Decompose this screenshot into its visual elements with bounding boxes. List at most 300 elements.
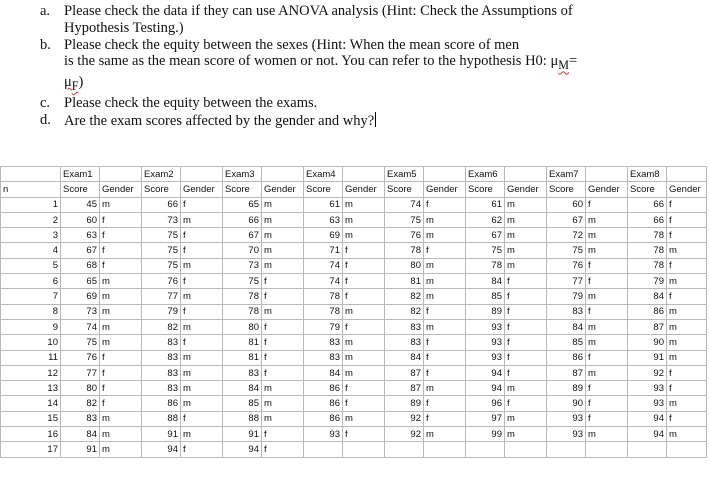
gender-cell[interactable]: m: [424, 289, 466, 304]
gender-cell[interactable]: m: [100, 442, 142, 457]
gender-cell[interactable]: m: [586, 289, 628, 304]
score-cell[interactable]: 60: [61, 212, 100, 227]
score-cell[interactable]: 75: [385, 212, 424, 227]
score-cell[interactable]: 75: [142, 228, 181, 243]
score-cell[interactable]: 74: [304, 274, 343, 289]
score-cell[interactable]: 66: [628, 197, 667, 212]
gender-cell[interactable]: f: [667, 289, 707, 304]
table-row: [1, 381, 707, 396]
gender-cell[interactable]: f: [100, 396, 142, 411]
subscript-f: F: [71, 78, 79, 93]
gender-cell[interactable]: f: [586, 411, 628, 426]
gender-cell[interactable]: m: [262, 304, 304, 319]
gender-cell[interactable]: m: [181, 212, 223, 227]
score-cell[interactable]: 84: [223, 381, 262, 396]
gender-cell[interactable]: m: [505, 427, 547, 442]
score-cell[interactable]: 91: [61, 442, 100, 457]
gender-cell[interactable]: f: [424, 304, 466, 319]
score-cell[interactable]: 78: [223, 289, 262, 304]
score-cell[interactable]: 78: [628, 258, 667, 273]
gender-cell[interactable]: f: [181, 197, 223, 212]
score-cell[interactable]: 76: [142, 274, 181, 289]
score-cell[interactable]: 94: [223, 442, 262, 457]
score-cell[interactable]: 94: [142, 442, 181, 457]
gender-cell[interactable]: [424, 442, 466, 457]
gender-cell[interactable]: f: [505, 304, 547, 319]
gender-cell[interactable]: f: [424, 243, 466, 258]
score-cell[interactable]: 93: [466, 319, 505, 334]
score-cell[interactable]: 84: [61, 427, 100, 442]
score-cell[interactable]: 80: [61, 381, 100, 396]
score-cell[interactable]: 74: [61, 319, 100, 334]
gender-cell[interactable]: m: [262, 258, 304, 273]
score-cell[interactable]: 78: [628, 243, 667, 258]
score-cell[interactable]: 60: [547, 197, 586, 212]
question-text: Please check the equity between the exams.: [64, 94, 318, 111]
gender-cell[interactable]: m: [667, 335, 707, 350]
score-cell[interactable]: 90: [628, 335, 667, 350]
score-cell[interactable]: 65: [61, 274, 100, 289]
gender-cell[interactable]: m: [667, 396, 707, 411]
row-number: 13: [1, 381, 61, 396]
score-cell[interactable]: 81: [223, 335, 262, 350]
gender-cell[interactable]: m: [343, 212, 385, 227]
question-text: Please check the data if they can use ANOVA analysis (Hint: Check the Assumptions of: [64, 3, 573, 19]
gender-cell[interactable]: m: [424, 228, 466, 243]
score-cell[interactable]: 83: [547, 304, 586, 319]
row-number: 3: [1, 228, 61, 243]
gender-cell[interactable]: m: [181, 350, 223, 365]
score-cell[interactable]: 62: [466, 212, 505, 227]
gender-cell[interactable]: f: [586, 274, 628, 289]
gender-cell[interactable]: f: [505, 365, 547, 380]
score-cell[interactable]: 93: [628, 381, 667, 396]
gender-cell[interactable]: f: [262, 335, 304, 350]
gender-cell[interactable]: m: [262, 396, 304, 411]
score-cell[interactable]: 86: [304, 411, 343, 426]
gender-cell[interactable]: f: [505, 335, 547, 350]
score-cell[interactable]: 93: [304, 427, 343, 442]
score-cell[interactable]: 92: [385, 411, 424, 426]
score-cell[interactable]: 73: [142, 212, 181, 227]
gender-cell[interactable]: f: [100, 258, 142, 273]
score-cell[interactable]: 94: [628, 411, 667, 426]
gender-cell[interactable]: f: [100, 212, 142, 227]
gender-cell[interactable]: m: [100, 335, 142, 350]
question-a[interactable]: [40, 3, 700, 37]
score-cell[interactable]: 93: [466, 350, 505, 365]
gender-cell[interactable]: f: [667, 381, 707, 396]
score-cell[interactable]: 65: [223, 197, 262, 212]
gender-cell[interactable]: m: [343, 350, 385, 365]
gender-cell[interactable]: m: [262, 228, 304, 243]
gender-cell[interactable]: m: [667, 274, 707, 289]
gender-cell[interactable]: m: [100, 319, 142, 334]
score-header: Score: [142, 182, 181, 197]
gender-cell[interactable]: f: [424, 197, 466, 212]
score-cell[interactable]: 77: [547, 274, 586, 289]
gender-cell[interactable]: f: [343, 396, 385, 411]
score-cell[interactable]: 83: [142, 381, 181, 396]
gender-cell[interactable]: [505, 442, 547, 457]
gender-cell[interactable]: f: [100, 228, 142, 243]
score-cell[interactable]: 81: [385, 274, 424, 289]
score-cell[interactable]: 88: [223, 411, 262, 426]
gender-cell[interactable]: m: [586, 365, 628, 380]
gender-cell[interactable]: f: [262, 289, 304, 304]
score-cell[interactable]: 82: [142, 319, 181, 334]
score-cell[interactable]: 79: [628, 274, 667, 289]
gender-cell[interactable]: m: [667, 243, 707, 258]
gender-cell[interactable]: m: [424, 381, 466, 396]
gender-cell[interactable]: f: [424, 350, 466, 365]
score-cell[interactable]: 76: [61, 350, 100, 365]
score-cell[interactable]: 89: [466, 304, 505, 319]
table-row: [1, 212, 707, 227]
gender-cell[interactable]: m: [181, 258, 223, 273]
score-cell[interactable]: 63: [61, 228, 100, 243]
gender-cell[interactable]: f: [667, 197, 707, 212]
gender-cell[interactable]: f: [343, 258, 385, 273]
gender-cell[interactable]: m: [586, 212, 628, 227]
score-cell[interactable]: 83: [142, 365, 181, 380]
gender-cell[interactable]: m: [586, 335, 628, 350]
gender-cell[interactable]: m: [100, 411, 142, 426]
score-cell[interactable]: 84: [547, 319, 586, 334]
gender-cell[interactable]: m: [505, 381, 547, 396]
score-cell[interactable]: 72: [547, 228, 586, 243]
score-cell[interactable]: 66: [223, 212, 262, 227]
gender-cell[interactable]: f: [100, 381, 142, 396]
gender-cell[interactable]: m: [586, 427, 628, 442]
score-cell[interactable]: 67: [61, 243, 100, 258]
gender-cell[interactable]: f: [667, 212, 707, 227]
table-row: [1, 427, 707, 442]
row-number: 5: [1, 258, 61, 273]
exam-title-2: Exam2: [142, 167, 181, 182]
gender-cell[interactable]: m: [181, 289, 223, 304]
score-cell[interactable]: 86: [304, 381, 343, 396]
score-header: Score: [628, 182, 667, 197]
score-cell[interactable]: 66: [142, 197, 181, 212]
gender-cell[interactable]: f: [262, 274, 304, 289]
score-cell[interactable]: 78: [304, 304, 343, 319]
score-cell[interactable]: 87: [385, 381, 424, 396]
score-cell[interactable]: 93: [628, 396, 667, 411]
score-cell[interactable]: 84: [628, 289, 667, 304]
score-cell[interactable]: 93: [547, 411, 586, 426]
score-cell[interactable]: 77: [142, 289, 181, 304]
gender-cell[interactable]: m: [262, 212, 304, 227]
row-number: 11: [1, 350, 61, 365]
score-cell[interactable]: 67: [547, 212, 586, 227]
score-cell[interactable]: [547, 442, 586, 457]
gender-cell[interactable]: m: [505, 212, 547, 227]
score-cell[interactable]: 80: [385, 258, 424, 273]
score-cell[interactable]: 96: [466, 396, 505, 411]
gender-cell[interactable]: m: [181, 427, 223, 442]
score-cell[interactable]: 66: [628, 212, 667, 227]
score-cell[interactable]: 67: [466, 228, 505, 243]
gender-cell[interactable]: f: [667, 228, 707, 243]
score-cell[interactable]: 83: [304, 350, 343, 365]
gender-cell[interactable]: [343, 442, 385, 457]
gender-cell[interactable]: f: [667, 365, 707, 380]
gender-cell[interactable]: m: [343, 197, 385, 212]
score-cell[interactable]: 68: [61, 258, 100, 273]
gender-cell[interactable]: m: [505, 258, 547, 273]
score-cell[interactable]: 75: [547, 243, 586, 258]
gender-cell[interactable]: f: [100, 365, 142, 380]
gender-cell[interactable]: f: [343, 289, 385, 304]
score-cell[interactable]: 79: [304, 319, 343, 334]
gender-cell[interactable]: f: [505, 396, 547, 411]
gender-cell[interactable]: f: [586, 396, 628, 411]
score-cell[interactable]: 78: [466, 258, 505, 273]
score-cell[interactable]: 97: [466, 411, 505, 426]
gender-cell[interactable]: m: [181, 381, 223, 396]
score-cell[interactable]: 87: [385, 365, 424, 380]
score-cell[interactable]: 70: [223, 243, 262, 258]
score-cell[interactable]: 73: [61, 304, 100, 319]
score-cell[interactable]: 94: [628, 427, 667, 442]
gender-cell[interactable]: f: [262, 365, 304, 380]
gender-cell[interactable]: m: [667, 304, 707, 319]
question-d[interactable]: [40, 112, 700, 130]
gender-cell[interactable]: m: [505, 197, 547, 212]
score-cell[interactable]: 45: [61, 197, 100, 212]
score-cell[interactable]: 86: [547, 350, 586, 365]
score-cell[interactable]: 74: [385, 197, 424, 212]
score-cell[interactable]: 91: [628, 350, 667, 365]
score-cell[interactable]: 83: [304, 335, 343, 350]
score-cell[interactable]: 73: [223, 258, 262, 273]
gender-cell[interactable]: m: [667, 427, 707, 442]
gender-cell[interactable]: m: [424, 427, 466, 442]
gender-cell[interactable]: m: [100, 304, 142, 319]
score-cell[interactable]: 94: [466, 381, 505, 396]
gender-cell[interactable]: m: [100, 197, 142, 212]
score-cell[interactable]: 82: [385, 304, 424, 319]
gender-cell[interactable]: m: [505, 243, 547, 258]
score-cell[interactable]: 75: [466, 243, 505, 258]
question-text: is the same as the mean score of women or not. You can refer to the hypothesis H0: μ: [64, 53, 559, 70]
gender-cell[interactable]: f: [100, 243, 142, 258]
score-cell[interactable]: [466, 442, 505, 457]
score-cell[interactable]: 79: [142, 304, 181, 319]
score-cell[interactable]: 75: [142, 243, 181, 258]
score-cell[interactable]: 63: [304, 212, 343, 227]
score-cell[interactable]: 81: [223, 350, 262, 365]
score-cell[interactable]: 86: [142, 396, 181, 411]
gender-cell[interactable]: m: [343, 365, 385, 380]
gender-cell[interactable]: m: [181, 365, 223, 380]
gender-header: Gender: [100, 182, 142, 197]
score-cell[interactable]: 92: [628, 365, 667, 380]
score-cell[interactable]: 84: [304, 365, 343, 380]
gender-cell[interactable]: f: [181, 243, 223, 258]
exam-title-spacer: [262, 167, 304, 182]
gender-cell[interactable]: f: [262, 350, 304, 365]
score-cell[interactable]: 69: [304, 228, 343, 243]
gender-cell[interactable]: m: [100, 427, 142, 442]
gender-cell[interactable]: m: [181, 319, 223, 334]
score-cell[interactable]: 84: [385, 350, 424, 365]
gender-cell[interactable]: f: [181, 411, 223, 426]
gender-cell[interactable]: m: [424, 258, 466, 273]
exam-scores-table-wrapper: [0, 166, 710, 466]
exam-title-spacer: [100, 167, 142, 182]
score-cell[interactable]: 76: [547, 258, 586, 273]
score-cell[interactable]: 75: [142, 258, 181, 273]
score-cell[interactable]: 78: [304, 289, 343, 304]
score-cell[interactable]: 74: [304, 258, 343, 273]
gender-cell[interactable]: m: [343, 335, 385, 350]
gender-cell[interactable]: f: [667, 258, 707, 273]
gender-cell[interactable]: f: [181, 335, 223, 350]
score-cell[interactable]: 99: [466, 427, 505, 442]
score-cell[interactable]: 94: [466, 365, 505, 380]
gender-cell[interactable]: f: [424, 335, 466, 350]
questions-block[interactable]: [40, 3, 700, 129]
score-cell[interactable]: 83: [223, 365, 262, 380]
score-cell[interactable]: 88: [142, 411, 181, 426]
gender-cell[interactable]: m: [343, 304, 385, 319]
score-cell[interactable]: 83: [385, 319, 424, 334]
gender-cell[interactable]: m: [505, 228, 547, 243]
score-cell[interactable]: 80: [223, 319, 262, 334]
gender-cell[interactable]: f: [343, 319, 385, 334]
gender-cell[interactable]: f: [181, 442, 223, 457]
gender-cell[interactable]: m: [586, 243, 628, 258]
gender-cell[interactable]: f: [343, 274, 385, 289]
score-cell[interactable]: 67: [223, 228, 262, 243]
score-cell[interactable]: 93: [466, 335, 505, 350]
gender-cell[interactable]: f: [424, 411, 466, 426]
score-cell[interactable]: 85: [466, 289, 505, 304]
score-cell[interactable]: 83: [142, 350, 181, 365]
gender-cell[interactable]: f: [100, 350, 142, 365]
subscript-m: M: [558, 58, 569, 73]
score-cell[interactable]: 85: [223, 396, 262, 411]
gender-cell[interactable]: f: [586, 197, 628, 212]
score-cell[interactable]: 89: [547, 381, 586, 396]
gender-cell[interactable]: m: [424, 319, 466, 334]
score-cell[interactable]: 91: [142, 427, 181, 442]
score-cell[interactable]: 75: [61, 335, 100, 350]
gender-cell[interactable]: f: [424, 396, 466, 411]
gender-cell[interactable]: f: [586, 304, 628, 319]
gender-cell[interactable]: f: [262, 427, 304, 442]
score-cell[interactable]: 78: [385, 243, 424, 258]
score-cell[interactable]: 83: [61, 411, 100, 426]
gender-cell[interactable]: m: [667, 319, 707, 334]
gender-cell[interactable]: m: [343, 411, 385, 426]
gender-cell[interactable]: [586, 442, 628, 457]
gender-cell[interactable]: f: [667, 411, 707, 426]
score-cell[interactable]: 87: [628, 319, 667, 334]
score-cell[interactable]: 83: [385, 335, 424, 350]
gender-cell[interactable]: m: [667, 350, 707, 365]
gender-cell[interactable]: f: [343, 427, 385, 442]
gender-cell[interactable]: m: [586, 228, 628, 243]
gender-cell[interactable]: f: [424, 365, 466, 380]
gender-cell[interactable]: m: [424, 274, 466, 289]
gender-cell[interactable]: m: [586, 319, 628, 334]
score-cell[interactable]: 69: [61, 289, 100, 304]
gender-cell[interactable]: m: [424, 212, 466, 227]
score-cell[interactable]: 78: [628, 228, 667, 243]
score-cell[interactable]: 78: [223, 304, 262, 319]
gender-cell[interactable]: f: [181, 228, 223, 243]
score-cell[interactable]: 82: [61, 396, 100, 411]
score-cell[interactable]: 86: [304, 396, 343, 411]
gender-cell[interactable]: m: [100, 289, 142, 304]
score-cell[interactable]: 61: [304, 197, 343, 212]
gender-cell[interactable]: m: [262, 411, 304, 426]
score-cell[interactable]: 79: [547, 289, 586, 304]
score-cell[interactable]: 92: [385, 427, 424, 442]
score-cell[interactable]: 90: [547, 396, 586, 411]
score-cell[interactable]: 91: [223, 427, 262, 442]
gender-cell[interactable]: f: [505, 350, 547, 365]
gender-cell[interactable]: m: [505, 411, 547, 426]
score-cell[interactable]: 83: [142, 335, 181, 350]
score-cell[interactable]: [385, 442, 424, 457]
gender-cell[interactable]: f: [586, 381, 628, 396]
gender-cell[interactable]: f: [262, 319, 304, 334]
gender-cell[interactable]: f: [181, 274, 223, 289]
score-cell[interactable]: 75: [223, 274, 262, 289]
gender-cell[interactable]: m: [262, 381, 304, 396]
score-cell[interactable]: 86: [628, 304, 667, 319]
exam-title-3: Exam3: [223, 167, 262, 182]
table-row: [1, 396, 707, 411]
gender-cell[interactable]: f: [505, 289, 547, 304]
gender-cell[interactable]: f: [181, 304, 223, 319]
gender-cell[interactable]: m: [343, 228, 385, 243]
score-cell[interactable]: 85: [547, 335, 586, 350]
question-b[interactable]: [40, 37, 700, 95]
gender-cell[interactable]: m: [262, 243, 304, 258]
score-cell[interactable]: 82: [385, 289, 424, 304]
question-c[interactable]: [40, 95, 700, 112]
gender-cell[interactable]: f: [586, 350, 628, 365]
score-cell[interactable]: 76: [385, 228, 424, 243]
score-cell[interactable]: 84: [466, 274, 505, 289]
score-cell[interactable]: 77: [61, 365, 100, 380]
score-cell[interactable]: 93: [547, 427, 586, 442]
score-cell[interactable]: 89: [385, 396, 424, 411]
gender-cell[interactable]: m: [100, 274, 142, 289]
score-cell[interactable]: 61: [466, 197, 505, 212]
exam-scores-table[interactable]: [0, 166, 707, 458]
score-cell[interactable]: 87: [547, 365, 586, 380]
gender-header: Gender: [586, 182, 628, 197]
gender-cell[interactable]: f: [586, 258, 628, 273]
gender-cell[interactable]: f: [343, 243, 385, 258]
gender-cell[interactable]: f: [505, 274, 547, 289]
gender-cell[interactable]: m: [262, 197, 304, 212]
gender-cell[interactable]: f: [262, 442, 304, 457]
gender-cell[interactable]: f: [505, 319, 547, 334]
score-cell[interactable]: [304, 442, 343, 457]
gender-cell[interactable]: m: [181, 396, 223, 411]
score-cell[interactable]: [628, 442, 667, 457]
score-cell[interactable]: 71: [304, 243, 343, 258]
gender-cell[interactable]: [667, 442, 707, 457]
gender-cell[interactable]: f: [343, 381, 385, 396]
